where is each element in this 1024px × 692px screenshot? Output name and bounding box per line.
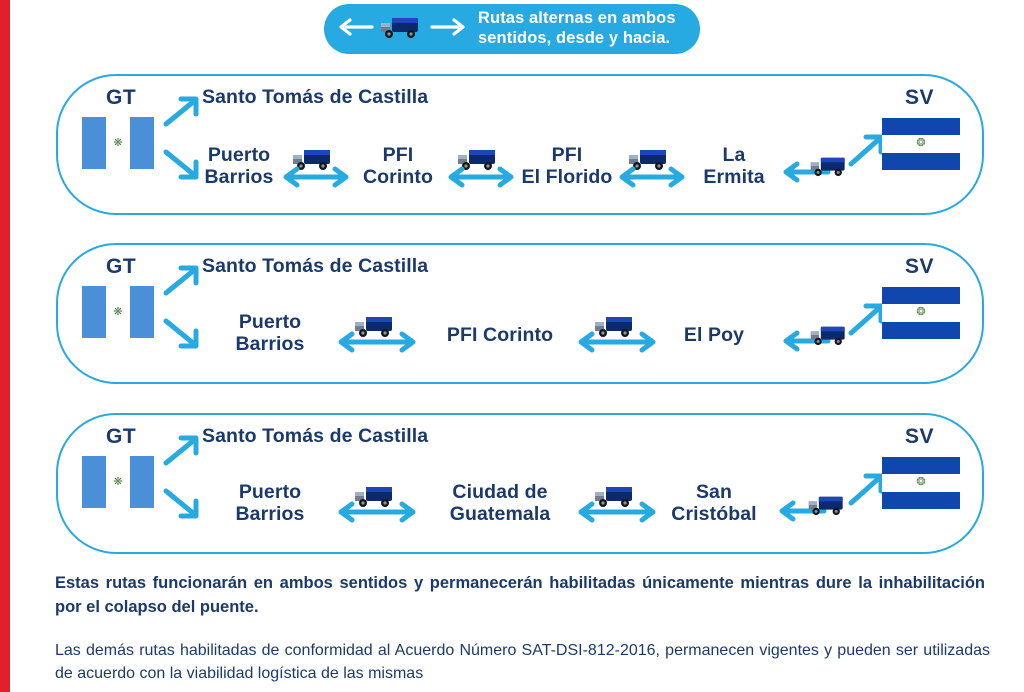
el-salvador-flag	[882, 287, 960, 339]
branch-arrow-up-icon	[163, 433, 201, 472]
flag-band-blue	[82, 117, 106, 169]
destination-country-label: SV	[905, 425, 935, 448]
route-node-label: PFI Corinto	[362, 144, 434, 188]
route-node-label: El Poy	[683, 324, 745, 346]
truck-icon	[806, 491, 850, 524]
flag-band-blue	[82, 286, 106, 338]
guatemala-emblem-icon: ❋	[113, 475, 123, 488]
flag-row-blue	[882, 457, 960, 474]
destination-country-label: SV	[905, 255, 935, 278]
branch-top-label: Santo Tomás de Castilla	[202, 425, 429, 447]
el-salvador-emblem-icon: ❂	[916, 306, 926, 319]
route-node-label: San Cristóbal	[671, 481, 757, 525]
guatemala-flag	[82, 286, 154, 338]
flag-band-blue	[130, 456, 154, 508]
route-node-label: Puerto Barrios	[235, 311, 305, 355]
guatemala-flag	[82, 117, 154, 169]
flag-band-white	[106, 456, 130, 508]
truck-icon	[808, 321, 852, 354]
el-salvador-emblem-icon: ❂	[916, 476, 926, 489]
branch-arrow-up-icon	[163, 94, 201, 133]
origin-country-label: GT	[106, 86, 137, 109]
flag-band-white	[106, 117, 130, 169]
bidirectional-arrow-icon	[577, 330, 657, 359]
route-node-label: Ciudad de Guatemala	[449, 481, 551, 525]
flag-band-white	[106, 286, 130, 338]
route-node-label: PFI Corinto	[446, 324, 554, 346]
bidirectional-arrow-icon	[447, 165, 515, 194]
bidirectional-arrow-icon	[337, 500, 417, 529]
flag-band-blue	[130, 117, 154, 169]
branch-arrow-down-icon	[163, 317, 201, 356]
route-node-label: Puerto Barrios	[235, 481, 305, 525]
route-node-label: PFI El Florido	[521, 144, 613, 188]
branch-top-label: Santo Tomás de Castilla	[202, 86, 429, 108]
el-salvador-emblem-icon: ❂	[916, 137, 926, 150]
header-text-line2: sentidos, desde y hacia.	[478, 29, 671, 47]
truck-icon	[808, 152, 852, 185]
bidirectional-arrow-icon	[618, 165, 686, 194]
branch-top-label: Santo Tomás de Castilla	[202, 255, 429, 277]
flag-row-blue	[882, 492, 960, 509]
note-regular: Las demás rutas habilitadas de conformidad al Acuerdo Número SAT-DSI-812-2016, permanecen vigentes y pueden ser utilizadas de acuerdo con la viabilidad logística de las mismas	[55, 642, 990, 682]
flag-row-white	[882, 474, 960, 491]
flag-row-blue	[882, 118, 960, 135]
arrow-left-icon	[338, 16, 374, 43]
inbound-arrow-up-icon	[848, 471, 886, 512]
header-text-line1: Rutas alternas en ambos	[478, 9, 676, 28]
guatemala-emblem-icon: ❋	[113, 305, 123, 318]
header-icon-group	[338, 12, 466, 47]
truck-icon	[378, 12, 426, 47]
bidirectional-arrow-icon	[337, 330, 417, 359]
route-node-label: La Ermita	[703, 144, 765, 188]
flag-row-blue	[882, 153, 960, 170]
arrow-right-icon	[430, 16, 466, 43]
guatemala-emblem-icon: ❋	[113, 136, 123, 149]
flag-band-blue	[130, 286, 154, 338]
note-bold: Estas rutas funcionarán en ambos sentidos y permanecerán habilitadas únicamente mientras dure la inhabilitación por el colapso del puente.	[55, 574, 985, 616]
flag-band-blue	[82, 456, 106, 508]
el-salvador-flag	[882, 457, 960, 509]
origin-country-label: GT	[106, 255, 137, 278]
flag-row-white	[882, 304, 960, 321]
header-text	[478, 9, 676, 49]
inbound-arrow-up-icon	[848, 301, 886, 342]
flag-row-blue	[882, 322, 960, 339]
bidirectional-arrow-icon	[577, 500, 657, 529]
origin-country-label: GT	[106, 425, 137, 448]
flag-row-white	[882, 135, 960, 152]
header-banner	[324, 4, 700, 54]
el-salvador-flag	[882, 118, 960, 170]
destination-country-label: SV	[905, 86, 935, 109]
branch-arrow-down-icon	[163, 487, 201, 526]
inbound-arrow-up-icon	[848, 132, 886, 173]
bidirectional-arrow-icon	[282, 165, 350, 194]
branch-arrow-up-icon	[163, 263, 201, 302]
flag-row-blue	[882, 287, 960, 304]
route-node-label: Puerto Barrios	[204, 144, 274, 188]
guatemala-flag	[82, 456, 154, 508]
